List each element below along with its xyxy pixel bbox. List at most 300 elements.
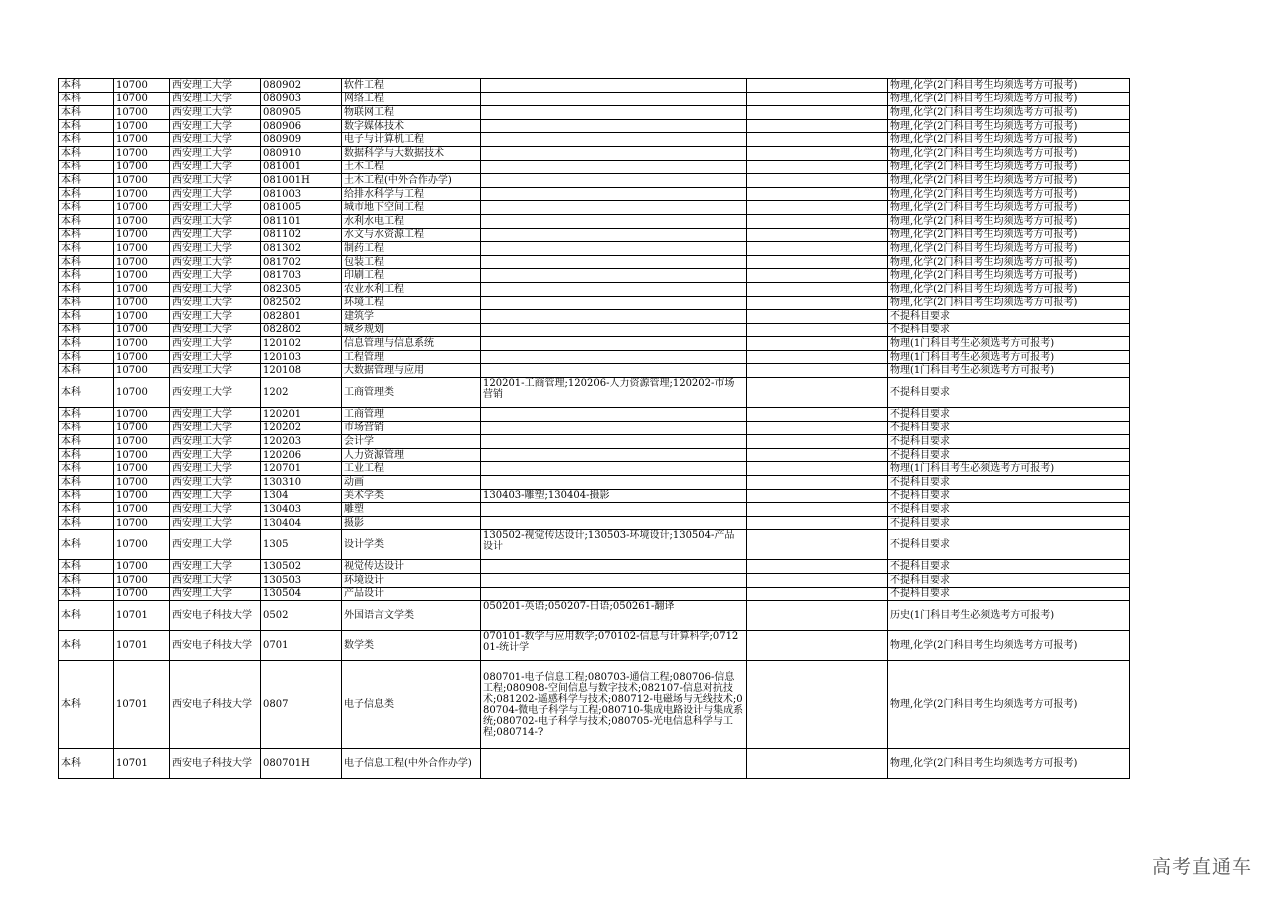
- school-name-cell: 西安理工大学: [170, 133, 261, 147]
- major-code-cell: 080906: [261, 119, 342, 133]
- level-cell: 本科: [59, 631, 114, 661]
- subject-requirement-cell: 不提科目要求: [888, 323, 1130, 337]
- included-majors-cell: [481, 282, 747, 296]
- blank-cell: [747, 337, 888, 351]
- level-cell: 本科: [59, 133, 114, 147]
- major-name-cell: 城市地下空间工程: [342, 201, 481, 215]
- school-code-cell: 10700: [114, 242, 170, 256]
- blank-cell: [747, 631, 888, 661]
- subject-requirement-cell: 物理,化学(2门科目考生均须选考方可报考): [888, 269, 1130, 283]
- level-cell: 本科: [59, 408, 114, 422]
- table-row: [59, 174, 1130, 188]
- level-cell: 本科: [59, 378, 114, 408]
- major-code-cell: 120108: [261, 364, 342, 378]
- school-name-cell: 西安理工大学: [170, 421, 261, 435]
- school-code-cell: 10700: [114, 530, 170, 560]
- school-code-cell: 10700: [114, 364, 170, 378]
- major-code-cell: 130404: [261, 516, 342, 530]
- major-code-cell: 120203: [261, 435, 342, 449]
- included-majors-cell: [481, 133, 747, 147]
- school-name-cell: 西安理工大学: [170, 364, 261, 378]
- blank-cell: [747, 378, 888, 408]
- major-name-cell: 电子信息工程(中外合作办学): [342, 749, 481, 779]
- level-cell: 本科: [59, 92, 114, 106]
- subject-requirement-cell: 物理,化学(2门科目考生均须选考方可报考): [888, 106, 1130, 120]
- blank-cell: [747, 476, 888, 490]
- major-code-cell: 082305: [261, 282, 342, 296]
- level-cell: 本科: [59, 587, 114, 601]
- school-name-cell: 西安理工大学: [170, 296, 261, 310]
- major-code-cell: 1305: [261, 530, 342, 560]
- included-majors-cell: [481, 516, 747, 530]
- blank-cell: [747, 462, 888, 476]
- table-row: [59, 201, 1130, 215]
- blank-cell: [747, 92, 888, 106]
- major-name-cell: 动画: [342, 476, 481, 490]
- major-code-cell: 130502: [261, 560, 342, 574]
- school-code-cell: 10700: [114, 92, 170, 106]
- level-cell: 本科: [59, 146, 114, 160]
- major-code-cell: 081001H: [261, 174, 342, 188]
- blank-cell: [747, 296, 888, 310]
- school-name-cell: 西安理工大学: [170, 228, 261, 242]
- subject-requirement-cell: 不提科目要求: [888, 489, 1130, 503]
- school-code-cell: 10700: [114, 587, 170, 601]
- major-code-cell: 081703: [261, 269, 342, 283]
- major-code-cell: 120201: [261, 408, 342, 422]
- major-name-cell: 美术学类: [342, 489, 481, 503]
- table-row: [59, 133, 1130, 147]
- table-row: [59, 79, 1130, 93]
- major-code-cell: 081005: [261, 201, 342, 215]
- major-name-cell: 视觉传达设计: [342, 560, 481, 574]
- level-cell: 本科: [59, 661, 114, 749]
- table-row: [59, 574, 1130, 588]
- major-code-cell: 120202: [261, 421, 342, 435]
- major-name-cell: 网络工程: [342, 92, 481, 106]
- included-majors-cell: [481, 119, 747, 133]
- school-code-cell: 10700: [114, 133, 170, 147]
- school-code-cell: 10700: [114, 421, 170, 435]
- level-cell: 本科: [59, 462, 114, 476]
- major-code-cell: 0502: [261, 601, 342, 631]
- table-row: [59, 92, 1130, 106]
- major-code-cell: 130503: [261, 574, 342, 588]
- school-name-cell: 西安理工大学: [170, 435, 261, 449]
- included-majors-cell: [481, 749, 747, 779]
- school-name-cell: 西安理工大学: [170, 530, 261, 560]
- school-name-cell: 西安理工大学: [170, 337, 261, 351]
- major-name-cell: 雕塑: [342, 503, 481, 517]
- blank-cell: [747, 516, 888, 530]
- level-cell: 本科: [59, 421, 114, 435]
- level-cell: 本科: [59, 448, 114, 462]
- included-majors-cell: [481, 160, 747, 174]
- major-code-cell: 081302: [261, 242, 342, 256]
- level-cell: 本科: [59, 503, 114, 517]
- school-code-cell: 10700: [114, 448, 170, 462]
- table-row: [59, 228, 1130, 242]
- blank-cell: [747, 282, 888, 296]
- subject-requirement-cell: 物理,化学(2门科目考生均须选考方可报考): [888, 661, 1130, 749]
- major-code-cell: 080910: [261, 146, 342, 160]
- school-code-cell: 10700: [114, 174, 170, 188]
- major-name-cell: 电子信息类: [342, 661, 481, 749]
- subject-requirement-cell: 物理,化学(2门科目考生均须选考方可报考): [888, 228, 1130, 242]
- table-row: [59, 146, 1130, 160]
- blank-cell: [747, 214, 888, 228]
- subject-requirement-cell: 物理,化学(2门科目考生均须选考方可报考): [888, 296, 1130, 310]
- school-name-cell: 西安电子科技大学: [170, 601, 261, 631]
- table-row: [59, 364, 1130, 378]
- school-code-cell: 10700: [114, 119, 170, 133]
- major-code-cell: 080902: [261, 79, 342, 93]
- level-cell: 本科: [59, 337, 114, 351]
- school-code-cell: 10700: [114, 160, 170, 174]
- blank-cell: [747, 269, 888, 283]
- major-code-cell: 120206: [261, 448, 342, 462]
- school-name-cell: 西安理工大学: [170, 174, 261, 188]
- school-code-cell: 10700: [114, 337, 170, 351]
- subject-requirement-cell: 物理(1门科目考生必须选考方可报考): [888, 364, 1130, 378]
- included-majors-cell: [481, 310, 747, 324]
- major-name-cell: 土木工程: [342, 160, 481, 174]
- major-code-cell: 082801: [261, 310, 342, 324]
- subject-requirement-cell: 物理,化学(2门科目考生均须选考方可报考): [888, 92, 1130, 106]
- school-code-cell: 10700: [114, 310, 170, 324]
- table-row: [59, 516, 1130, 530]
- table-row: [59, 255, 1130, 269]
- subject-requirement-cell: 历史(1门科目考生必须选考方可报考): [888, 601, 1130, 631]
- major-name-cell: 产品设计: [342, 587, 481, 601]
- level-cell: 本科: [59, 106, 114, 120]
- included-majors-cell: [481, 187, 747, 201]
- school-code-cell: 10700: [114, 228, 170, 242]
- included-majors-cell: 050201-英语;050207-日语;050261-翻译: [481, 601, 747, 631]
- blank-cell: [747, 187, 888, 201]
- table-row: [59, 530, 1130, 560]
- blank-cell: [747, 228, 888, 242]
- school-code-cell: 10701: [114, 601, 170, 631]
- blank-cell: [747, 448, 888, 462]
- included-majors-cell: [481, 435, 747, 449]
- subject-requirement-cell: 物理(1门科目考生必须选考方可报考): [888, 350, 1130, 364]
- table-row: [59, 214, 1130, 228]
- major-name-cell: 工程管理: [342, 350, 481, 364]
- subject-requirement-cell: 物理,化学(2门科目考生均须选考方可报考): [888, 201, 1130, 215]
- table-row: [59, 560, 1130, 574]
- school-code-cell: 10700: [114, 476, 170, 490]
- subject-requirement-cell: 不提科目要求: [888, 560, 1130, 574]
- school-code-cell: 10701: [114, 661, 170, 749]
- included-majors-cell: [481, 503, 747, 517]
- major-name-cell: 工业工程: [342, 462, 481, 476]
- school-code-cell: 10700: [114, 489, 170, 503]
- school-name-cell: 西安理工大学: [170, 560, 261, 574]
- subject-requirement-cell: 不提科目要求: [888, 574, 1130, 588]
- school-name-cell: 西安电子科技大学: [170, 749, 261, 779]
- major-name-cell: 包装工程: [342, 255, 481, 269]
- table-row: [59, 408, 1130, 422]
- level-cell: 本科: [59, 560, 114, 574]
- school-code-cell: 10700: [114, 255, 170, 269]
- blank-cell: [747, 133, 888, 147]
- level-cell: 本科: [59, 323, 114, 337]
- major-name-cell: 环境工程: [342, 296, 481, 310]
- subject-requirement-cell: 物理,化学(2门科目考生均须选考方可报考): [888, 242, 1130, 256]
- level-cell: 本科: [59, 228, 114, 242]
- major-code-cell: 0701: [261, 631, 342, 661]
- included-majors-cell: [481, 296, 747, 310]
- major-name-cell: 农业水利工程: [342, 282, 481, 296]
- table-row: [59, 187, 1130, 201]
- included-majors-cell: [481, 408, 747, 422]
- included-majors-cell: [481, 364, 747, 378]
- included-majors-cell: [481, 421, 747, 435]
- included-majors-cell: [481, 560, 747, 574]
- major-code-cell: 081102: [261, 228, 342, 242]
- school-name-cell: 西安理工大学: [170, 378, 261, 408]
- school-code-cell: 10701: [114, 749, 170, 779]
- school-name-cell: 西安理工大学: [170, 476, 261, 490]
- school-code-cell: 10700: [114, 435, 170, 449]
- blank-cell: [747, 79, 888, 93]
- table-row: [59, 337, 1130, 351]
- major-code-cell: 081101: [261, 214, 342, 228]
- school-name-cell: 西安理工大学: [170, 587, 261, 601]
- school-name-cell: 西安理工大学: [170, 350, 261, 364]
- included-majors-cell: 130403-雕塑;130404-摄影: [481, 489, 747, 503]
- school-code-cell: 10700: [114, 282, 170, 296]
- major-name-cell: 电子与计算机工程: [342, 133, 481, 147]
- major-code-cell: 080909: [261, 133, 342, 147]
- school-name-cell: 西安理工大学: [170, 282, 261, 296]
- subject-requirement-cell: 物理,化学(2门科目考生均须选考方可报考): [888, 79, 1130, 93]
- major-name-cell: 印刷工程: [342, 269, 481, 283]
- subject-requirement-cell: 物理,化学(2门科目考生均须选考方可报考): [888, 214, 1130, 228]
- level-cell: 本科: [59, 350, 114, 364]
- major-name-cell: 数学类: [342, 631, 481, 661]
- included-majors-cell: [481, 242, 747, 256]
- blank-cell: [747, 435, 888, 449]
- school-code-cell: 10700: [114, 503, 170, 517]
- level-cell: 本科: [59, 174, 114, 188]
- table-row: [59, 282, 1130, 296]
- major-name-cell: 制药工程: [342, 242, 481, 256]
- major-code-cell: 080701H: [261, 749, 342, 779]
- major-name-cell: 水文与水资源工程: [342, 228, 481, 242]
- table-row: [59, 601, 1130, 631]
- school-code-cell: 10700: [114, 350, 170, 364]
- major-name-cell: 信息管理与信息系统: [342, 337, 481, 351]
- school-name-cell: 西安理工大学: [170, 201, 261, 215]
- school-name-cell: 西安理工大学: [170, 242, 261, 256]
- major-name-cell: 建筑学: [342, 310, 481, 324]
- included-majors-cell: [481, 574, 747, 588]
- included-majors-cell: [481, 448, 747, 462]
- table-row: [59, 476, 1130, 490]
- major-code-cell: 080903: [261, 92, 342, 106]
- included-majors-cell: 070101-数学与应用数学;070102-信息与计算科学;071201-统计学: [481, 631, 747, 661]
- school-name-cell: 西安理工大学: [170, 214, 261, 228]
- subject-requirement-cell: 物理,化学(2门科目考生均须选考方可报考): [888, 160, 1130, 174]
- major-name-cell: 工商管理: [342, 408, 481, 422]
- blank-cell: [747, 601, 888, 631]
- included-majors-cell: [481, 350, 747, 364]
- subject-requirement-cell: 不提科目要求: [888, 476, 1130, 490]
- table-row: [59, 350, 1130, 364]
- major-code-cell: 080905: [261, 106, 342, 120]
- level-cell: 本科: [59, 187, 114, 201]
- subject-requirement-cell: 不提科目要求: [888, 310, 1130, 324]
- level-cell: 本科: [59, 282, 114, 296]
- subject-requirement-cell: 不提科目要求: [888, 408, 1130, 422]
- subject-requirement-cell: 不提科目要求: [888, 435, 1130, 449]
- table-row: [59, 435, 1130, 449]
- blank-cell: [747, 408, 888, 422]
- level-cell: 本科: [59, 160, 114, 174]
- blank-cell: [747, 503, 888, 517]
- blank-cell: [747, 421, 888, 435]
- level-cell: 本科: [59, 364, 114, 378]
- table-row: [59, 631, 1130, 661]
- school-code-cell: 10700: [114, 560, 170, 574]
- major-name-cell: 会计学: [342, 435, 481, 449]
- blank-cell: [747, 310, 888, 324]
- school-name-cell: 西安电子科技大学: [170, 631, 261, 661]
- school-name-cell: 西安理工大学: [170, 408, 261, 422]
- major-name-cell: 物联网工程: [342, 106, 481, 120]
- major-name-cell: 数据科学与大数据技术: [342, 146, 481, 160]
- included-majors-cell: [481, 92, 747, 106]
- level-cell: 本科: [59, 296, 114, 310]
- school-name-cell: 西安理工大学: [170, 119, 261, 133]
- included-majors-cell: 130502-视觉传达设计;130503-环境设计;130504-产品设计: [481, 530, 747, 560]
- level-cell: 本科: [59, 476, 114, 490]
- school-code-cell: 10700: [114, 187, 170, 201]
- blank-cell: [747, 146, 888, 160]
- table-row: [59, 310, 1130, 324]
- subject-requirement-cell: 不提科目要求: [888, 378, 1130, 408]
- major-code-cell: 1202: [261, 378, 342, 408]
- included-majors-cell: [481, 106, 747, 120]
- school-name-cell: 西安理工大学: [170, 79, 261, 93]
- included-majors-cell: [481, 269, 747, 283]
- blank-cell: [747, 530, 888, 560]
- subject-requirement-cell: 物理,化学(2门科目考生均须选考方可报考): [888, 187, 1130, 201]
- included-majors-cell: [481, 146, 747, 160]
- major-name-cell: 数字媒体技术: [342, 119, 481, 133]
- table-row: [59, 119, 1130, 133]
- included-majors-cell: [481, 337, 747, 351]
- major-name-cell: 外国语言文学类: [342, 601, 481, 631]
- school-name-cell: 西安理工大学: [170, 187, 261, 201]
- subject-requirement-cell: 不提科目要求: [888, 530, 1130, 560]
- school-name-cell: 西安理工大学: [170, 574, 261, 588]
- subject-requirement-cell: 物理(1门科目考生必须选考方可报考): [888, 337, 1130, 351]
- table-row: [59, 323, 1130, 337]
- level-cell: 本科: [59, 79, 114, 93]
- table-row: [59, 160, 1130, 174]
- included-majors-cell: [481, 201, 747, 215]
- blank-cell: [747, 587, 888, 601]
- blank-cell: [747, 323, 888, 337]
- blank-cell: [747, 255, 888, 269]
- level-cell: 本科: [59, 214, 114, 228]
- major-code-cell: 082802: [261, 323, 342, 337]
- subject-requirement-cell: 物理,化学(2门科目考生均须选考方可报考): [888, 133, 1130, 147]
- major-code-cell: 1304: [261, 489, 342, 503]
- school-code-cell: 10700: [114, 201, 170, 215]
- school-code-cell: 10700: [114, 106, 170, 120]
- level-cell: 本科: [59, 601, 114, 631]
- included-majors-cell: 120201-工商管理;120206-人力资源管理;120202-市场营销: [481, 378, 747, 408]
- school-code-cell: 10700: [114, 269, 170, 283]
- included-majors-cell: [481, 79, 747, 93]
- major-code-cell: 130310: [261, 476, 342, 490]
- level-cell: 本科: [59, 489, 114, 503]
- included-majors-cell: [481, 174, 747, 188]
- table-row: [59, 269, 1130, 283]
- table-row: [59, 106, 1130, 120]
- major-name-cell: 软件工程: [342, 79, 481, 93]
- school-name-cell: 西安理工大学: [170, 503, 261, 517]
- included-majors-cell: 080701-电子信息工程;080703-通信工程;080706-信息工程;080908-空间信息与数字技术;082107-信息对抗技术;081202-遥感科学与技术;080712-电磁场与无线技术;080704-微电子科学与工程;080710-集成电路设计与集成系统;080702-电子科学与技术;080705-光电信息科学与工程;080714-?: [481, 661, 747, 749]
- major-code-cell: 082502: [261, 296, 342, 310]
- subject-requirement-cell: 物理,化学(2门科目考生均须选考方可报考): [888, 119, 1130, 133]
- blank-cell: [747, 119, 888, 133]
- table-row: [59, 462, 1130, 476]
- major-code-cell: 0807: [261, 661, 342, 749]
- major-code-cell: 120102: [261, 337, 342, 351]
- level-cell: 本科: [59, 119, 114, 133]
- major-code-cell: 120103: [261, 350, 342, 364]
- school-name-cell: 西安理工大学: [170, 489, 261, 503]
- included-majors-cell: [481, 587, 747, 601]
- blank-cell: [747, 661, 888, 749]
- subject-requirement-cell: 物理,化学(2门科目考生均须选考方可报考): [888, 255, 1130, 269]
- blank-cell: [747, 364, 888, 378]
- subject-requirement-cell: 物理,化学(2门科目考生均须选考方可报考): [888, 282, 1130, 296]
- blank-cell: [747, 242, 888, 256]
- subject-requirement-cell: 不提科目要求: [888, 516, 1130, 530]
- table-row: [59, 489, 1130, 503]
- level-cell: 本科: [59, 310, 114, 324]
- school-name-cell: 西安理工大学: [170, 323, 261, 337]
- school-code-cell: 10700: [114, 214, 170, 228]
- school-code-cell: 10700: [114, 574, 170, 588]
- level-cell: 本科: [59, 435, 114, 449]
- included-majors-cell: [481, 462, 747, 476]
- blank-cell: [747, 560, 888, 574]
- school-code-cell: 10700: [114, 378, 170, 408]
- level-cell: 本科: [59, 516, 114, 530]
- blank-cell: [747, 489, 888, 503]
- school-code-cell: 10700: [114, 146, 170, 160]
- blank-cell: [747, 574, 888, 588]
- school-name-cell: 西安理工大学: [170, 255, 261, 269]
- major-name-cell: 水利水电工程: [342, 214, 481, 228]
- subject-requirement-cell: 物理,化学(2门科目考生均须选考方可报考): [888, 631, 1130, 661]
- major-name-cell: 土木工程(中外合作办学): [342, 174, 481, 188]
- blank-cell: [747, 160, 888, 174]
- table-row: [59, 421, 1130, 435]
- major-name-cell: 设计学类: [342, 530, 481, 560]
- school-code-cell: 10700: [114, 516, 170, 530]
- table-row: [59, 242, 1130, 256]
- level-cell: 本科: [59, 749, 114, 779]
- school-name-cell: 西安理工大学: [170, 92, 261, 106]
